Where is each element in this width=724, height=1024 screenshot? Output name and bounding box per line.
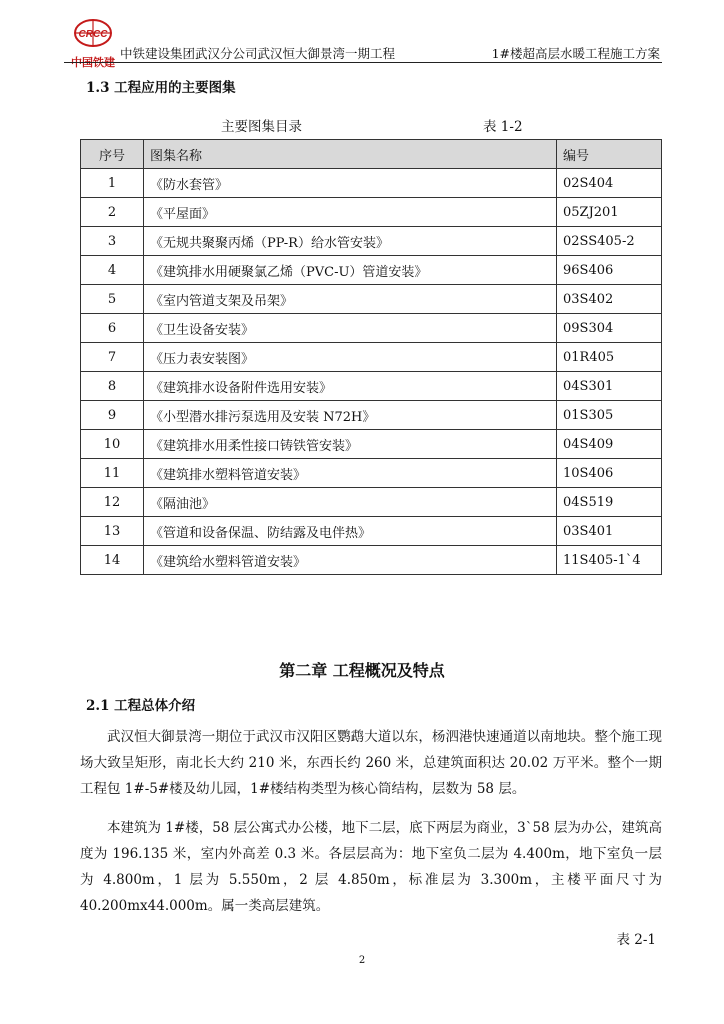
cell-no: 11 xyxy=(81,459,144,488)
column-header-no: 序号 xyxy=(81,140,144,169)
intro-paragraph-2 xyxy=(80,815,662,919)
chapter-2-title: 第二章 工程概况及特点 xyxy=(279,661,445,680)
cell-code: 05ZJ201 xyxy=(557,198,662,227)
cell-name: 《平屋面》 xyxy=(144,198,557,227)
cell-no: 5 xyxy=(81,285,144,314)
atlas-table xyxy=(80,139,662,575)
table-row xyxy=(81,372,662,401)
cell-no: 2 xyxy=(81,198,144,227)
section-2-1-title: 2.1 工程总体介绍 xyxy=(86,698,196,714)
table-row xyxy=(81,169,662,198)
table-row xyxy=(81,314,662,343)
cell-name: 《无规共聚聚丙烯（PP-R）给水管安装》 xyxy=(144,227,557,256)
cell-code: 09S304 xyxy=(557,314,662,343)
cell-code: 10S406 xyxy=(557,459,662,488)
table-row xyxy=(81,546,662,575)
cell-code: 04S301 xyxy=(557,372,662,401)
table-header-row xyxy=(81,140,662,169)
table-row xyxy=(81,227,662,256)
table-2-1-label: 表 2-1 xyxy=(616,932,656,948)
cell-code: 02SS405-2 xyxy=(557,227,662,256)
cell-name: 《防水套管》 xyxy=(144,169,557,198)
cell-name: 《管道和设备保温、防结露及电伴热》 xyxy=(144,517,557,546)
cell-name: 《建筑给水塑料管道安装》 xyxy=(144,546,557,575)
logo-mark: CRCC xyxy=(78,29,108,40)
table-row xyxy=(81,459,662,488)
table-row xyxy=(81,285,662,314)
crcc-logo xyxy=(66,18,120,69)
cell-code: 03S401 xyxy=(557,517,662,546)
cell-name: 《室内管道支架及吊架》 xyxy=(144,285,557,314)
crcc-logo-icon xyxy=(66,18,120,52)
header-project-name: 中铁建设集团武汉分公司武汉恒大御景湾一期工程 xyxy=(120,46,396,61)
cell-no: 4 xyxy=(81,256,144,285)
column-header-code: 编号 xyxy=(557,140,662,169)
cell-name: 《卫生设备安装》 xyxy=(144,314,557,343)
cell-code: 02S404 xyxy=(557,169,662,198)
cell-name: 《隔油池》 xyxy=(144,488,557,517)
page-number: 2 xyxy=(358,955,366,966)
cell-code: 11S405-1`4 xyxy=(557,546,662,575)
cell-code: 04S409 xyxy=(557,430,662,459)
cell-name: 《建筑排水用柔性接口铸铁管安装》 xyxy=(144,430,557,459)
table-row xyxy=(81,198,662,227)
table-row xyxy=(81,488,662,517)
cell-no: 7 xyxy=(81,343,144,372)
table-row xyxy=(81,401,662,430)
cell-no: 10 xyxy=(81,430,144,459)
cell-name: 《小型潜水排污泵选用及安装 N72H》 xyxy=(144,401,557,430)
cell-no: 9 xyxy=(81,401,144,430)
header-rule xyxy=(64,62,662,63)
cell-no: 14 xyxy=(81,546,144,575)
table-row xyxy=(81,256,662,285)
section-1-3-title: 1.3 工程应用的主要图集 xyxy=(86,80,236,96)
header-document-title: 1#楼超高层水暖工程施工方案 xyxy=(491,46,660,61)
page-header xyxy=(64,10,662,69)
cell-code: 96S406 xyxy=(557,256,662,285)
cell-name: 《建筑排水设备附件选用安装》 xyxy=(144,372,557,401)
paragraph-text: 本建筑为 1#楼，58 层公寓式办公楼，地下二层，底下两层为商业，3`58 层为办公，建筑高度为 196.135 米，室内外高差 0.3 米。各层层高为：地下室负二层为 4.400m，地下室负一层为 4.800m，1 层为 5.550m，2 层 4.850m，标准层为 3.300m，主楼平面尺寸为 40.200mx44.000m。属一类高层建筑。 xyxy=(80,820,662,914)
logo-text: 中国铁建 xyxy=(71,56,115,69)
table-row xyxy=(81,430,662,459)
cell-no: 6 xyxy=(81,314,144,343)
cell-name: 《建筑排水用硬聚氯乙烯（PVC-U）管道安装》 xyxy=(144,256,557,285)
cell-code: 01S305 xyxy=(557,401,662,430)
cell-no: 13 xyxy=(81,517,144,546)
cell-name: 《压力表安装图》 xyxy=(144,343,557,372)
cell-no: 8 xyxy=(81,372,144,401)
cell-name: 《建筑排水塑料管道安装》 xyxy=(144,459,557,488)
table-row xyxy=(81,343,662,372)
cell-code: 03S402 xyxy=(557,285,662,314)
cell-no: 12 xyxy=(81,488,144,517)
table-row xyxy=(81,517,662,546)
cell-code: 04S519 xyxy=(557,488,662,517)
cell-no: 1 xyxy=(81,169,144,198)
column-header-name: 图集名称 xyxy=(144,140,557,169)
table-caption: 主要图集目录 xyxy=(221,119,302,135)
cell-code: 01R405 xyxy=(557,343,662,372)
paragraph-text: 武汉恒大御景湾一期位于武汉市汉阳区鹦鹉大道以东，杨泗港快速通道以南地块。整个施工现场大致呈矩形，南北长大约 210 米，东西长约 260 米，总建筑面积达 20.02 万平米。整个一期工程包 1#-5#楼及幼儿园，1#楼结构类型为核心筒结构，层数为 58 层。 xyxy=(80,729,662,797)
table-1-2-label: 表 1-2 xyxy=(483,119,523,135)
atlas-table-body xyxy=(81,169,662,575)
cell-no: 3 xyxy=(81,227,144,256)
intro-paragraph-1 xyxy=(80,724,662,802)
